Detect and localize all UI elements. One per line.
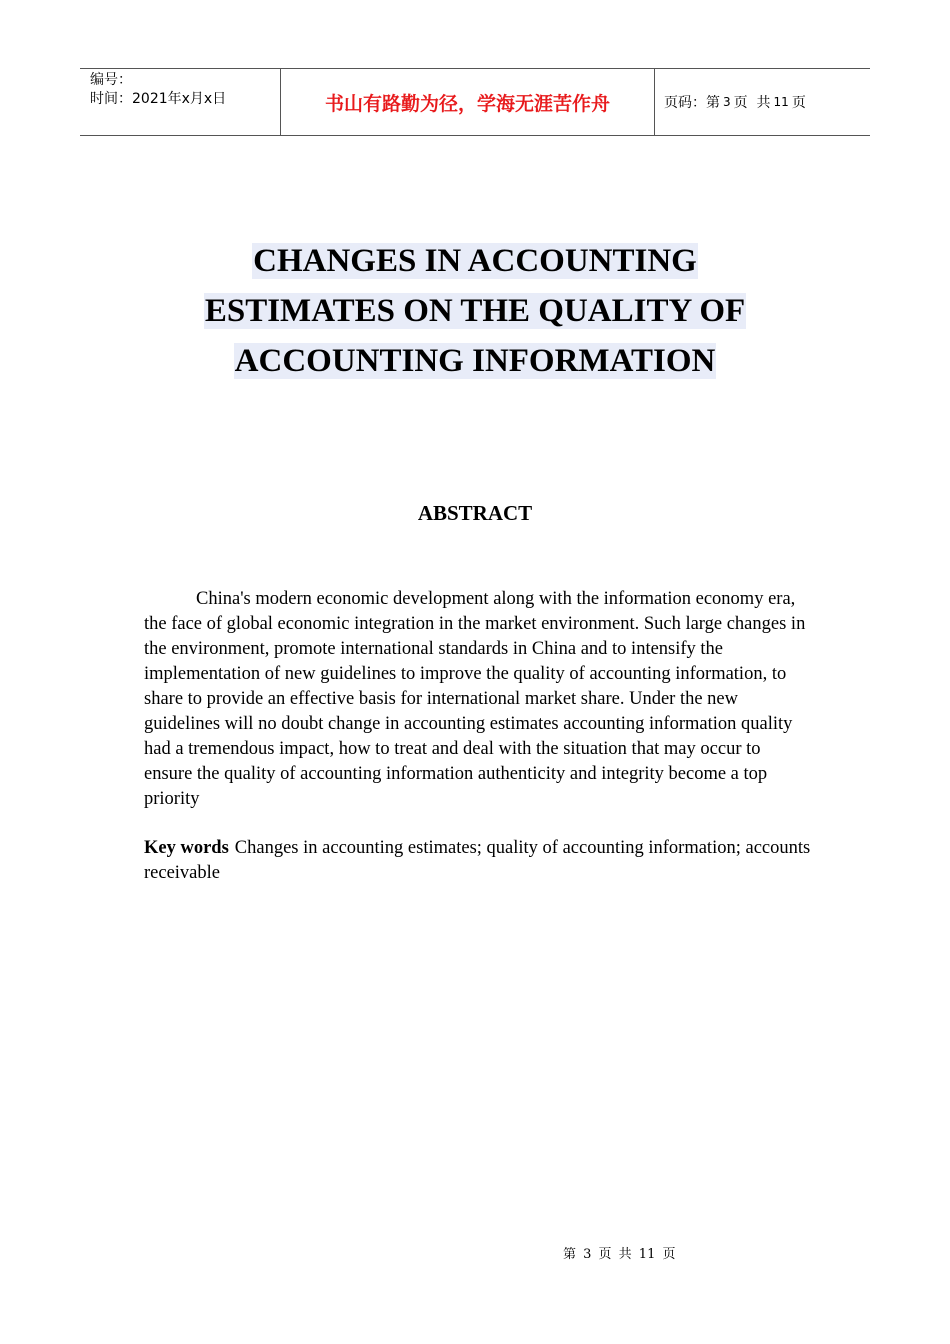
abstract-heading: ABSTRACT	[417, 501, 533, 525]
page-suffix: 页	[791, 95, 806, 111]
keywords-paragraph	[144, 836, 812, 886]
title-line-1: CHANGES IN ACCOUNTING	[253, 243, 697, 279]
keywords-label: Key words	[144, 838, 229, 858]
document-title	[0, 236, 950, 386]
title-line-3: ACCOUNTING INFORMATION	[234, 343, 716, 379]
page-current: 3	[723, 95, 731, 109]
abstract-body: China's modern economic development along with the information economy era, the face of global economic integration in the market environment. Such large changes in the environment, promote international standards in China and to intensify the implementation of new guidelines to improve the quality of accounting information, to share to provide an effective basis for international market share. Under the new guidelines will no doubt change in accounting estimates accounting information quality had a tremendous impact, how to treat and deal with the situation that may occur to ensure the quality of accounting information authenticity and integrity become a top priority	[144, 589, 806, 809]
header-motto-cell	[281, 69, 655, 135]
time-label: 时间：2021年x月x日	[90, 91, 227, 107]
motto-text: 书山有路勤为径，学海无涯苦作舟	[324, 92, 610, 115]
header-meta-cell	[80, 69, 281, 135]
page-total: 11	[773, 95, 789, 109]
page-footer: 第 3 页 共 11 页	[563, 1247, 676, 1262]
header-page-cell	[655, 69, 870, 135]
number-label: 编号：	[90, 72, 132, 88]
keywords-text: Changes in accounting estimates; quality of accounting information; accounts receivable	[144, 838, 811, 883]
page-prefix: 页码：第	[664, 95, 720, 111]
title-line-2: ESTIMATES ON THE QUALITY OF	[204, 293, 746, 329]
page-mid: 页 共	[733, 95, 771, 111]
document-header	[80, 68, 870, 136]
